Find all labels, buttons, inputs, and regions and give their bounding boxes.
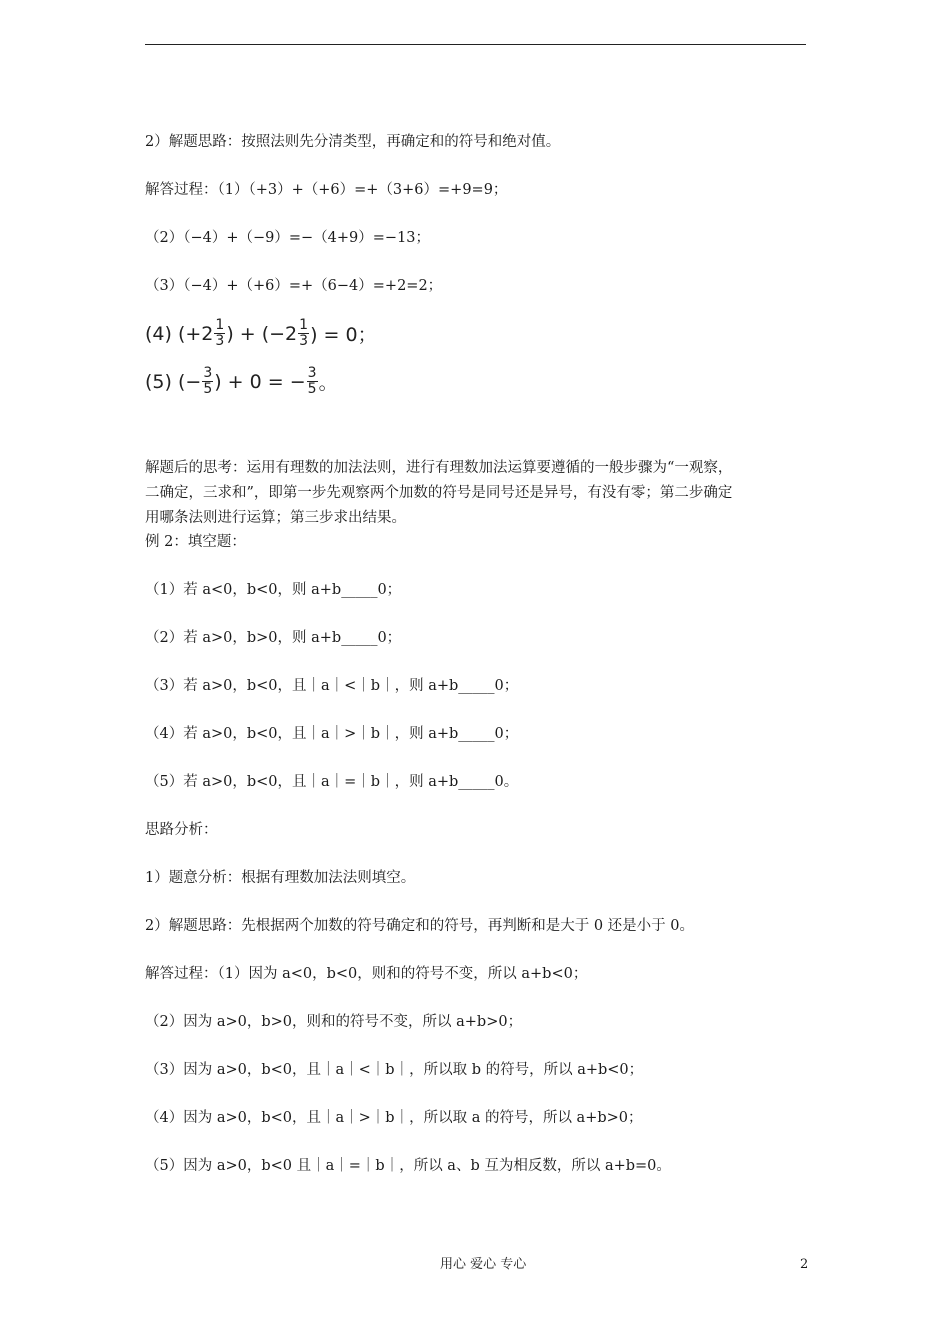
formula-4-end: ) = 0； xyxy=(310,324,377,346)
question-4: （4）若 a>0，b<0，且｜a｜>｜b｜，则 a+b_____0； xyxy=(145,726,519,742)
analysis-approach: 2）解题思路：先根据两个加数的符号确定和的符号，再判断和是大于 0 还是小于 0。 xyxy=(145,918,695,934)
answer-line-1: 解答过程：（1）（+3）+（+6）=+（3+6）=+9=9； xyxy=(145,182,508,198)
fraction-numerator: 3 xyxy=(307,365,317,381)
formula-4-label: (4) xyxy=(145,322,172,345)
fraction-numerator: 1 xyxy=(299,317,309,333)
fraction-numerator: 1 xyxy=(215,317,225,333)
reflection-line: 用哪条法则进行运算；第三步求出结果。 xyxy=(145,510,406,526)
fraction-three-fifths-2 xyxy=(307,366,318,397)
fraction-numerator: 3 xyxy=(203,365,213,381)
fraction-denominator: 3 xyxy=(299,333,309,349)
answer-line-2: （2）（−4）+（−9）=−（4+9）=−13； xyxy=(145,230,431,246)
math-formula-5 xyxy=(145,366,338,397)
example-2-heading: 例 2：填空题： xyxy=(145,534,246,550)
answer-line-3: （3）（−4）+（+6）=+（6−4）=+2=2； xyxy=(145,278,443,294)
fraction-three-fifths-1 xyxy=(202,366,213,397)
formula-5-middle: ) + 0 = − xyxy=(214,370,306,393)
reflection-line: 二确定，三求和”，即第一步先观察两个加数的符号是同号还是异号，有没有零；第二步确定 xyxy=(145,485,733,501)
formula-5-open: (− xyxy=(177,370,202,393)
answer-4: （4）因为 a>0，b<0，且｜a｜>｜b｜，所以取 a 的符号，所以 a+b>0； xyxy=(145,1110,643,1126)
fraction-denominator: 5 xyxy=(203,381,213,397)
solution-approach-line: 2）解题思路：按照法则先分清类型，再确定和的符号和绝对值。 xyxy=(145,134,561,150)
answer-2: （2）因为 a>0，b>0，则和的符号不变，所以 a+b>0； xyxy=(145,1014,523,1030)
question-1: （1）若 a<0，b<0，则 a+b_____0； xyxy=(145,582,402,598)
math-formula-4 xyxy=(145,318,377,349)
answer-1: 解答过程：（1）因为 a<0，b<0，则和的符号不变，所以 a+b<0； xyxy=(145,966,588,982)
question-3: （3）若 a>0，b<0，且｜a｜<｜b｜，则 a+b_____0； xyxy=(145,678,519,694)
question-5: （5）若 a>0，b<0，且｜a｜=｜b｜，则 a+b_____0。 xyxy=(145,774,519,790)
answer-3: （3）因为 a>0，b<0，且｜a｜<｜b｜，所以取 b 的符号，所以 a+b<0； xyxy=(145,1062,644,1078)
analysis-heading: 思路分析： xyxy=(145,822,218,838)
formula-5-label: (5) xyxy=(145,370,172,393)
fraction-one-third-2 xyxy=(298,318,309,349)
fraction-denominator: 5 xyxy=(307,381,317,397)
header-rule xyxy=(145,44,806,45)
reflection-paragraph xyxy=(145,456,813,531)
reflection-line: 解题后的思考：运用有理数的加法法则，进行有理数加法运算要遵循的一般步骤为“一观察， xyxy=(145,460,733,476)
question-2: （2）若 a>0，b>0，则 a+b_____0； xyxy=(145,630,402,646)
formula-4-open: (+2 xyxy=(177,322,214,345)
formula-4-middle: ) + (−2 xyxy=(226,322,298,345)
footer-motto: 用心 爱心 专心 xyxy=(440,1257,527,1272)
fraction-denominator: 3 xyxy=(215,333,225,349)
answer-5: （5）因为 a>0，b<0 且｜a｜=｜b｜，所以 a、b 互为相反数，所以 a+b=0。 xyxy=(145,1158,671,1174)
fraction-one-third-1 xyxy=(214,318,225,349)
analysis-meaning: 1）题意分析：根据有理数加法法则填空。 xyxy=(145,870,416,886)
formula-5-end: 。 xyxy=(318,372,338,394)
page-number: 2 xyxy=(800,1257,809,1272)
